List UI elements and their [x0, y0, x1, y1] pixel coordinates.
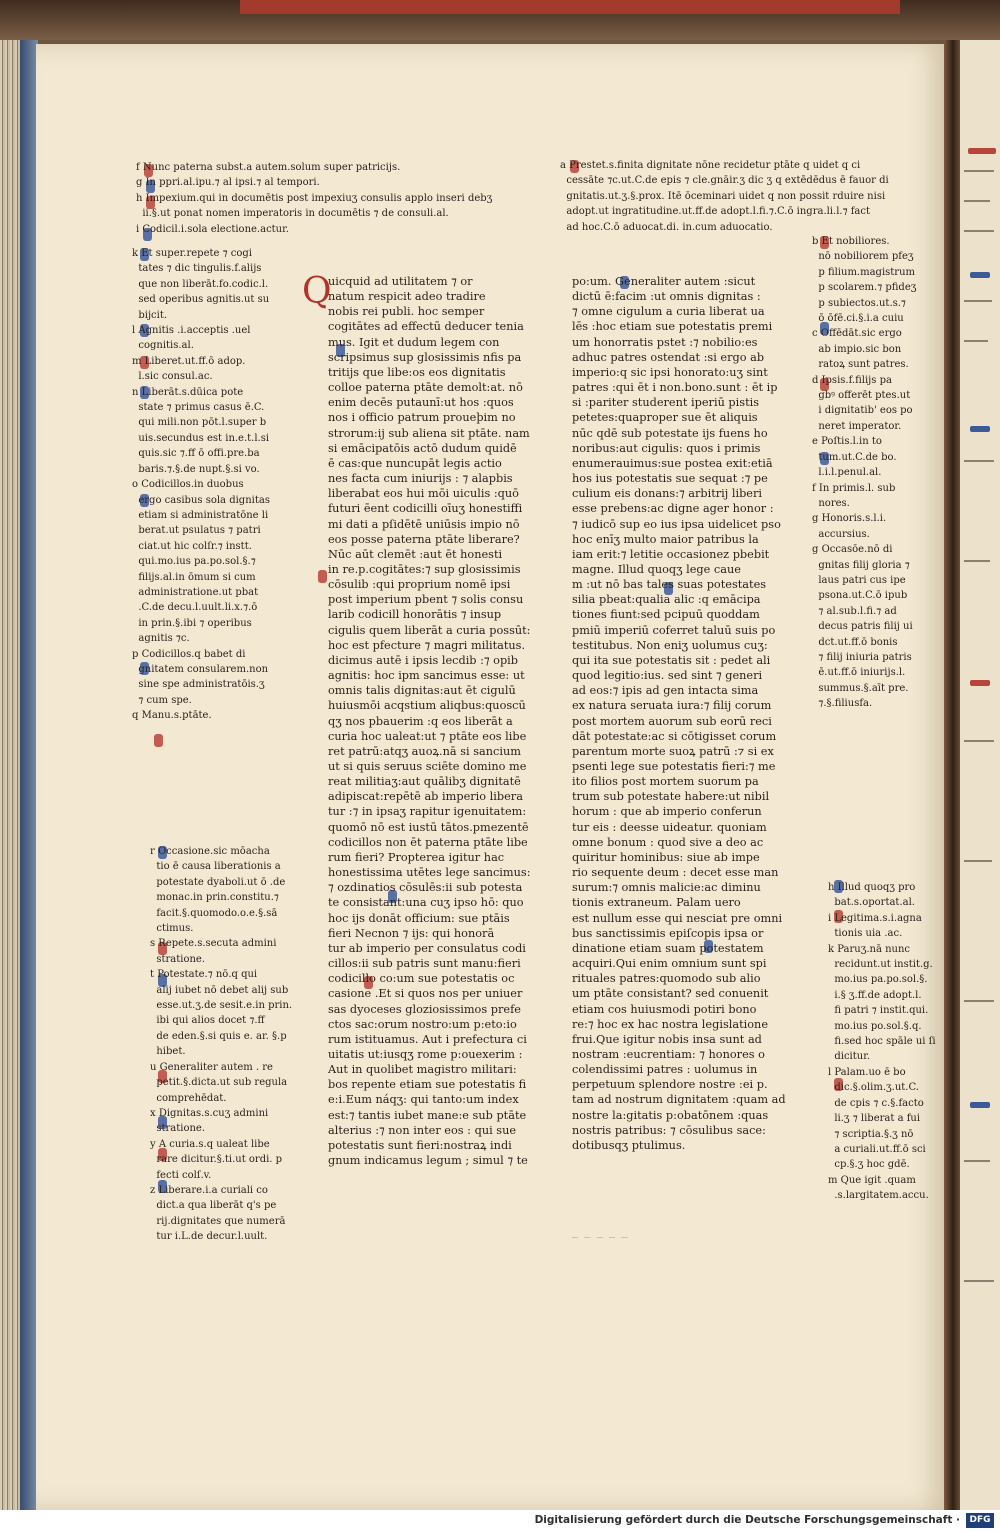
rubric-mark: [154, 734, 163, 747]
main-text-column-left: uicquid ad utilitatem ⁊ or natum respicit adeo tradire nobis rei publi. hoc semper cogitātes ad effectū deducer tenia mus. Igit et dudum legem con scripsimus sup glosissimis nfis pa tritijs que libe:os eos dignitatis colloe paterna ptāte demolt:at. nō enim decēs putaunī:ut hos :quos nos i officio patrum proueþim no strorum:ij sub aliena sit ptāte. nam si emācipatōis actō dudum quidē ē cas:que nuncupāt legis actio nes facta cum iniurijs : ⁊ alapbis liberabat eos hui mōi uiculis :quō futuri ēent codicilli oīuʒ honestiffi mi dati a pſidētē uniūsis impio nō eos posse paterna ptāte liberare? Nūc aūt clemēt :aut ēt honesti in re.p.cogitātes:⁊ sup glosissimis cōsulib :qui proprium nomē ipsi post imperium pbent ⁊ solis consu larib codicill honorātis ⁊ insup cigulis quem liberāt a curia possūt: hoc est pfecture ⁊ magri militatus. dicimus autē i ipsis lecdib :⁊ opib agnitis: hoc ipm sancimus esse: ut omnis talis dignitas:aut ēt cigulū huiusmōi acqstium aliqbus:quoscū qʒ nos pbauerim :q eos liberāt a curia hoc ualeat:ut ⁊ ptāte eos libe ret patrū:atqʒ auoꝝ.nā si sancium ut si quis seruus sciēte domino me reat militiaʒ:aut quālibʒ dignitatē adipiscat:repētē ab imperio libera tur :⁊ in ipsaʒ rapitur igenuitatem: quomō nō est iustū tātos.pmezentē codicillos non ēt paterna ptāte libe rum fieri? Propterea igitur hac honestissima utētes lege sancimus: ⁊ ozdinatios cōsulēs:ii sub potesta te consistant:una cuʒ ipso hō: quo hoc ijs donāt officium: sue ptāis fieri Necnon ⁊ ijs: qui honorā tur ab imperio per consulatus codi cillos:ii sub patris sunt manu:fieri codicillo co:um sue potestatis oc casione .Et si quos nos per uniuer sas dyoceses gloziosissimos prefe ctos sac:orum nostro:um p:eto:io rum istituamus. Aut i prefectura ci uitatis ut:iusqʒ rome p:ouexerim : Aut in quolibet magistro militari: bos repente etiam sue potestatis fi e:i.Eum náqʒ: qui tanto:um index est:⁊ tantis iubet mane:e sub ptāte alterius :⁊ non inter eos : qui sue potestatis sunt fieri:nostraꝝ indi gnum indicamus legum ; simul ⁊ te: [328, 275, 531, 1168]
text-line: [964, 1000, 994, 1002]
rubricated-initial: Q: [302, 271, 332, 312]
rubric-mark: [970, 1102, 990, 1108]
rubric-mark: [968, 148, 996, 154]
gloss-left-margin-lower: r Occasione.sic mōacha tio ē causa liberationis a potestate dyaboli.ut ō .de monac.in prin.constitu.⁊ facit.§.quomodo.o.e.§.sā ctimus. s Repete.s.secuta admini stratione. t Potestate.⁊ nō.q qui alij iubet nō debet alij sub esse.ut.ʒ.de sesit.e.in prin. ibi qui alios docet ⁊.ff de eden.§.si quis e. ar. §.p hibet. u Generaliter autem . re petit.§.dicta.ut sub regula comprehēdat. x Dignitas.s.cuʒ admini stratione. y A curia.s.q ualeat libe rare dicitur.§.ti.ut ordi. p fecti colſ.v. z Liberare.i.a curiali co dict.a qua liberāt q's pe rij.dignitates que numerā tur i.L.de decur.l.uult.: [150, 846, 293, 1243]
bleed-through-text: ─ ─ ─ ─ ─: [572, 1233, 628, 1244]
gloss-top: f Nunc paterna subst.a autem.solum super patricijs. g In ppri.al.ipu.⁊ al ipsi.⁊ al tempori. h Impexium.qui in documētis post impexiuʒ consulis applo inseri debʒ ii.§.ut ponat nomen imperatoris in documētis ⁊ de consuli.al. i Codicil.i.sola electione.actur.: [136, 162, 493, 235]
dfg-logo: DFG: [966, 1513, 994, 1528]
main-text-column-right: po:um. Generaliter autem :sicut dictū ē:facim :ut omnis dignitas : ⁊ omne cigulum a curia liberat ua lēs :hoc etiam sue potestatis premi um honorratis pstet :⁊ nobilio:es adhuc patres ostendat :si ergo ab imperio:q sic ipsi honorato:uʒ sint patres :qui ēt i non.bono.sunt : ēt ip si :pariter studerent iperiū pistis petetes:quaproper sue ēt aliquis nūc qdē sub potestate ijs fuens ho noribus:aut cigulis: quos i primis enumerauimus:sue postea exit:etiā hos ius potestatis sue sequat :⁊ pe culium eis donans:⁊ arbitrij liberi esse prebens:ac digne ager honor : ⁊ iudicō sup eo ius ipsa uidelicet pso hoc enīʒ multo maior patribus la iam erit:⁊ letitie occasionez pbebit magne. Illud quoqʒ lege caue m :ut nō bas tales suas potestates silia pbeat:qualia alic :q emācipa tiones fiunt:sed pcipuū quoddam pmiū imperiū coferret taluū suis po testitubus. Non eniʒ uolumus cuʒ: qui ita sue potestatis sit : pedet ali quod legitio:ius. sed sint ⁊ generi ad eos:⁊ ipis ad gen intacta sima ex natura seruata iura:⁊ filij corum post mortem auorum sub eorū reci dāt potestate:ac si cōtigisset corum parentum morte suoꝝ patrū :⁊ si ex psenti lege sue potestatis fieri:⁊ me ito filios post mortem suorum pa trum sub potestate habere:ut nibil horum : que ab imperio conferun tur eis : deesse uideatur. quoniam omne bonum : quod sive a deo ac quiritur hominibus: siue ab impe rio sequente deum : decet esse man surum:⁊ omnis malicie:ac diminu tionis extraneum. Palam uero est nullum esse qui nesciat pre omni bus sanctissimis epiſcopis ipsa or dinatione etiam suam potestatem acquiri.Qui enim omnium sunt spi rituales patres:quomodo sub alio um ptāte consistant? sed conuenit etiam cos huiusmodi potiri bono re:⁊ hoc ex hac nostra legislatione frui.Que igitur nobis insa sunt ad nostram :eucrentiam: ⁊ honores o colendissimi patres : uolumus in perpetuum splendore nostre :ei p. tam ad nostrum dignitatem :quam ad nostre la:gitatis p:obatōnem :quas nostris patribus: ⁊ cōsulibus sace: dotibusqʒ ptulimus.: [572, 275, 786, 1152]
text-line: [964, 300, 992, 302]
rubric-mark: [318, 570, 327, 583]
gloss-right-top: a Prestet.s.finita dignitate nōne recidetur ptāte q uidet q ci cessāte ⁊c.ut.C.de epis ⁊ cle.gnāir.ʒ dic ʒ q extēdēdus ē fauor di gnitatis.ut.ʒ.§.prox. Itē ōceminari uidet q non possit rduire nisi adopt.ut ingratitudine.ut.ff.de adopt.l.fi.⁊.C.ō ingra.li.l.⁊ fact ad hoc.C.ō aduocat.di. in.cum aduocatio.: [560, 160, 889, 233]
rubric-mark: [970, 272, 990, 278]
gloss-left-margin: k Et super.repete ⁊ cogi tates ⁊ dic tingulis.f.alijs que non liberāt.fo.codic.l. sed operibus agnitis.ut su bijcit. l Agnitis .i.acceptis .uel cognitis.al. m Liberet.ut.ff.ō adop. l.sic consul.ac. n Liberāt.s.dūica pote state ⁊ primus casus ē.C. qui mili.non pōt.l.super b uis.secundus est in.e.t.l.si quis.sic ⁊.ff ō offi.pre.ba baris.⁊.§.de nupt.§.si vo. o Codicillos.in duobus ergo casibus sola dignitas etiam si administratōne li berat.ut psulatus ⁊ patri ciat.ut hic colſr.⁊ instt. qui.mo.ius pa.po.sol.§.⁊ filijs.al.in ōmum si cum administratione.ut pbat .C.de decu.l.uult.li.x.⁊.ō in prin.§.ibi ⁊ operibus agnitis ⁊c. p Codicillos.q babet di gnitatem consularem.non sine spe administratōis.ʒ ⁊ cum spe. q Manu.s.ptāte.: [132, 248, 270, 722]
right-page-edge: [960, 40, 1000, 1510]
text-line: [964, 170, 994, 172]
text-line: [964, 460, 994, 462]
text-line: [964, 740, 994, 742]
text-line: [964, 1160, 990, 1162]
funding-notice: Digitalisierung gefördert durch die Deutsche Forschungsgemeinschaft ·: [534, 1514, 960, 1526]
text-line: [964, 560, 990, 562]
rubric-mark: [970, 680, 990, 686]
footer-bar: [0, 1510, 1000, 1532]
gloss-right-margin: b Et nobiliores. nō nobiliorem pfeʒ p filium.magistrum p scolarem.⁊ pfideʒ p subiectos.ut.s.⁊ ō ōfē.ci.§.i.a cuiu c Offēdāt.sic ergo ab impio.sic bon ratoꝝ sunt patres. d Ipsis.f.filijs pa gbꝰ offerēt ptes.ut i dignitatib' eos po neret imperator. e Poſtis.l.in to tum.ut.C.de bo. l.i.l.penul.al. f In primis.l. sub nores. g Honoris.s.l.i. accursius. g Occasōe.nō di gnitas filij gloria ⁊ laus patri cus ipe psona.ut.C.ō ipub ⁊ al.sub.l.fi.⁊ ad decus patris filij ui dct.ut.ff.ō bonis ⁊ filij iniuria patris ē.ut.ff.ō iniurijs.l. summus.§.aīt pre. ⁊.§.filiusfa.: [812, 236, 917, 710]
gloss-right-margin-lower: h Illud quoqʒ pro bat.s.oportat.al. i Legitima.s.i.agna tionis uia .ac. k Paruʒ.nā nunc recidunt.ut instit.g. mo.ius pa.po.sol.§. i.§ ʒ.ff.de adopt.l. fi patri ⁊ instit.qui. mo.ius po.sol.§.q. fi.sed hoc spāle ui ſi dicitur. l Palam.uo ē bo dic.§.olim.ʒ.ut.C. de cpis ⁊ c.§.facto li.ʒ ⁊ liberat a fui ⁊ scriptia.§.ʒ nō a curiali.ut.ff.ō sci cp.§.ʒ hoc gdē. m Que igit .quam .s.largitatem.accu.: [828, 882, 936, 1202]
text-line: [964, 200, 990, 202]
text-line: [964, 340, 988, 342]
text-line: [964, 1280, 994, 1282]
text-line: [964, 860, 992, 862]
rubric-mark: [970, 426, 990, 432]
text-line: [964, 230, 994, 232]
red-bookmark-strip: [240, 0, 900, 14]
